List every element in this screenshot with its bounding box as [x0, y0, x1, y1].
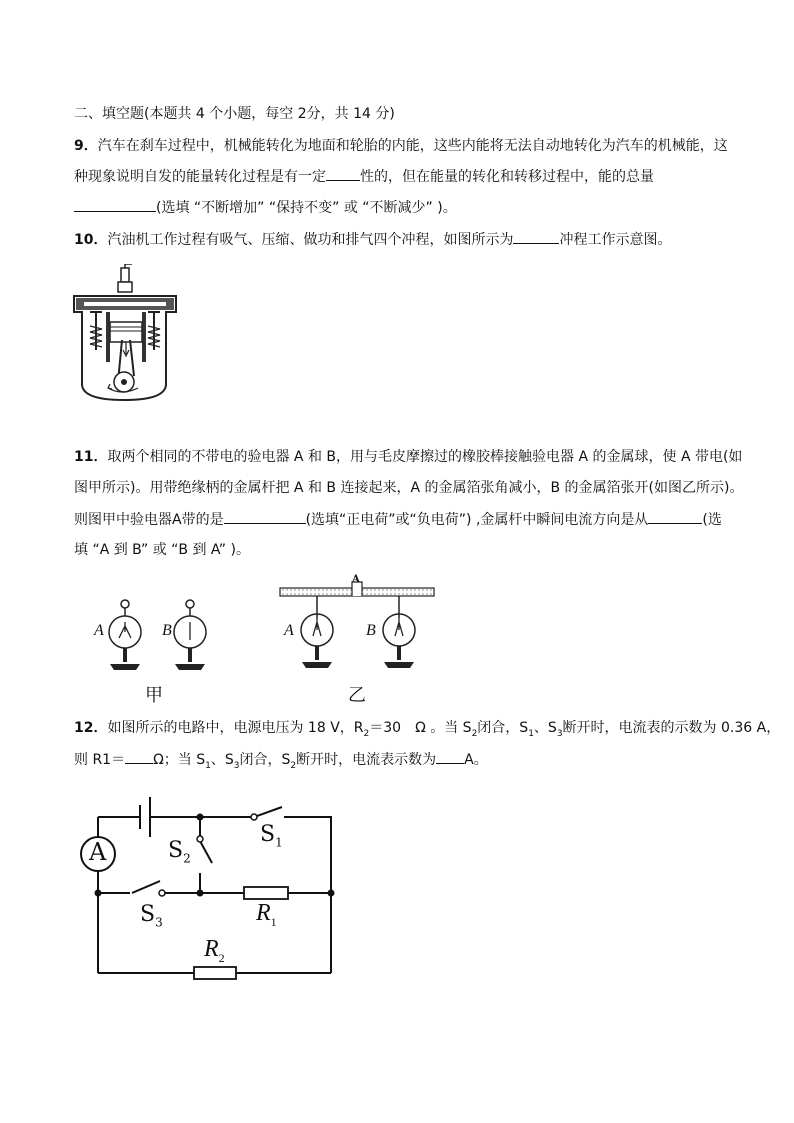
q10-text-b: 冲程工作示意图。 [559, 232, 672, 248]
q12-text-2b: Ω；当 S [153, 752, 206, 768]
q11-number: 11． [74, 449, 108, 465]
q9-blank-1[interactable] [326, 166, 360, 181]
q12-text-1d: 、S [533, 720, 557, 736]
q11-line2: 图甲所示)。用带绝缘柄的金属杆把 A 和 B 连接起来，A 的金属箔张角减小，B 的金属箔张开(如图乙所示)。 [74, 480, 744, 496]
q12-text-1e: 断开时，电流表的示数为 0.36 A， [562, 720, 781, 736]
q12-sub2-s1: 1 [205, 760, 211, 771]
q12-sub-s1: 1 [528, 728, 534, 739]
q9-text-1: 汽车在刹车过程中，机械能转化为地面和轮胎的内能，这些内能将无法自动地转化为汽车的机械能，这 [97, 138, 728, 154]
q11-text-1: 取两个相同的不带电的验电器 A 和 B，用与毛皮摩擦过的橡胶棒接触验电器 A 的金属球，使 A 带电(如 [107, 449, 743, 465]
q11-line3 [74, 509, 722, 530]
q12-text-2f: A。 [464, 752, 488, 768]
q12-text-1b: ＝30 Ω 。当 S [369, 720, 472, 736]
label-b-jia: B [162, 622, 172, 639]
q10-line [74, 229, 671, 250]
q9-line1 [74, 136, 728, 156]
q9-number: 9． [74, 138, 98, 154]
q9-blank-2[interactable] [74, 197, 156, 212]
q12-sub-s2: 2 [471, 728, 478, 739]
q9-text-2b: 性的，但在能量的转化和转移过程中，能的总量 [360, 169, 654, 185]
q12-line2 [74, 749, 488, 776]
label-a-jia: A [94, 622, 104, 639]
q11-line1 [74, 447, 742, 467]
caption-yi: 乙 [348, 685, 366, 706]
resistor-r1-label: $R_1$ [256, 900, 277, 929]
q11-blank-2[interactable] [648, 509, 702, 524]
q12-blank-2[interactable] [436, 749, 464, 764]
q9-line2 [74, 166, 654, 187]
q12-text-1c: 闭合，S [477, 720, 529, 736]
q12-sub2-s2: 2 [290, 760, 297, 771]
engine-diagram [72, 264, 184, 402]
q12-line1 [74, 718, 780, 744]
q12-text-2d: 闭合，S [239, 752, 291, 768]
q11-blank-1[interactable] [224, 509, 306, 524]
q12-text-2e: 断开时，电流表示数为 [296, 752, 437, 768]
q9-line3 [74, 197, 457, 218]
q12-text-2c: 、S [210, 752, 234, 768]
q12-sub-s3: 3 [556, 728, 563, 739]
q12-blank-1[interactable] [125, 749, 153, 764]
q10-text-a: 汽油机工作过程有吸气、压缩、做功和排气四个冲程，如图所示为 [107, 232, 514, 248]
q11-text-3c: (选 [702, 512, 722, 528]
q9-text-2a: 种现象说明自发的能量转化过程是有一定 [74, 169, 326, 185]
switch-s1-label: $S_1$ [260, 822, 283, 850]
electroscope-figure-yi [278, 580, 438, 680]
ammeter-label: A [89, 838, 107, 866]
q12-sub-r2: 2 [363, 728, 370, 739]
resistor-r2-label: $R_2$ [204, 936, 225, 965]
rod-label: A [352, 574, 360, 585]
q11-line4: 填 “A 到 B” 或 “B 到 A” )。 [74, 542, 250, 558]
q10-blank[interactable] [513, 229, 559, 244]
caption-jia: 甲 [145, 685, 163, 706]
q10-number: 10． [74, 232, 108, 248]
q11-text-3b: (选填“正电荷”或“负电荷”) ,金属杆中瞬间电流方向是从 [305, 512, 649, 528]
switch-s2-label: $S_2$ [168, 838, 191, 866]
label-a-yi: A [284, 622, 294, 639]
q12-text-1a: 如图所示的电路中，电源电压为 18 V，R [107, 720, 364, 736]
label-b-yi: B [366, 622, 376, 639]
q9-text-3: (选填 “不断增加” “保持不变” 或 “不断减少” )。 [156, 200, 457, 216]
section-header: 二、填空题(本题共 4 个小题，每空 2分，共 14 分) [74, 106, 395, 122]
electroscope-figure-jia [90, 594, 220, 678]
q12-text-2a: 则 R1＝ [74, 752, 126, 768]
q12-sub2-s3: 3 [233, 760, 240, 771]
switch-s3-label: $S_3$ [140, 902, 163, 930]
q12-number: 12． [74, 720, 108, 736]
q11-text-3a: 则图甲中验电器A带的是 [74, 512, 224, 528]
